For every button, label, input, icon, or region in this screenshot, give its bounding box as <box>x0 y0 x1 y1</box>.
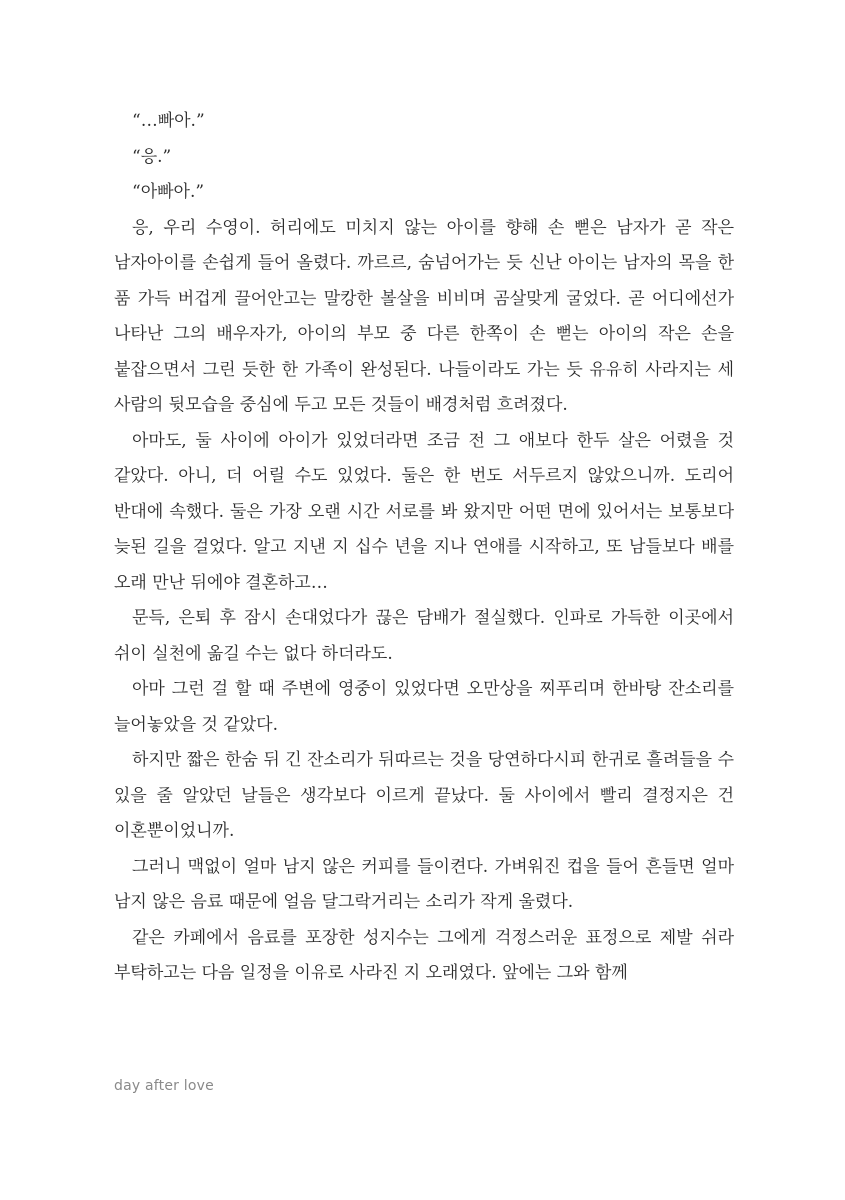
paragraph-dialog-1: “…빠아.” <box>132 111 205 131</box>
paragraph-dialog-3: “아빠아.” <box>132 182 205 202</box>
paragraph-8: 하지만 짧은 한숨 뒤 긴 잔소리가 뒤따르는 것을 당연하다시피 한귀로 흘려들을 수 있을 줄 알았던 날들은 생각보다 이르게 끝났다. 둘 사이에서 빨리 결정지은 건 이혼뿐이었니까. <box>114 750 734 841</box>
paragraph-9: 그러니 맥없이 얼마 남지 않은 커피를 들이켠다. 가벼워진 컵을 들어 흔들면 얼마 남지 않은 음료 때문에 얼음 달그락거리는 소리가 작게 울렸다. <box>114 856 734 912</box>
paragraph-4: 응, 우리 수영이. 허리에도 미치지 않는 아이를 향해 손 뻗은 남자가 곧 작은 남자아이를 손쉽게 들어 올렸다. 까르르, 숨넘어가는 듯 신난 아이는 남자의 목을 한 품 가득 버겁게 끌어안고는 말캉한 볼살을 비비며 곰살맞게 굴었다. 곧 어디에선가 나타난 그의 배우자가, 아이의 부모 중 다른 한쪽이 손 뻗는 아이의 작은 손을 붙잡으면서 그린 듯한 한 가족이 완성된다. 나들이라도 가는 듯 유유히 사라지는 세 사람의 뒷모습을 중심에 두고 모든 것들이 배경처럼 흐려졌다. <box>114 217 734 415</box>
paragraph-7: 아마 그런 걸 할 때 주변에 영중이 있었다면 오만상을 찌푸리며 한바탕 잔소리를 늘어놓았을 것 같았다. <box>114 679 734 735</box>
running-footer-title: day after love <box>114 1078 214 1094</box>
paragraph-5: 아마도, 둘 사이에 아이가 있었더라면 조금 전 그 애보다 한두 살은 어렸을 것 같았다. 아니, 더 어릴 수도 있었다. 둘은 한 번도 서두르지 않았으니까. 도리어 반대에 속했다. 둘은 가장 오랜 시간 서로를 봐 왔지만 어떤 면에 있어서는 보통보다 늦된 길을 걸었다. 알고 지낸 지 십수 년을 지나 연애를 시작하고, 또 남들보다 배를 오래 만난 뒤에야 결혼하고… <box>114 430 734 593</box>
paragraph-10: 같은 카페에서 음료를 포장한 성지수는 그에게 걱정스러운 표정으로 제발 쉬라 부탁하고는 다음 일정을 이유로 사라진 지 오래였다. 앞에는 그와 함께 <box>114 927 734 983</box>
paragraph-dialog-2: “응.” <box>132 146 172 167</box>
body-text <box>114 104 734 992</box>
paragraph-6: 문득, 은퇴 후 잠시 손대었다가 끊은 담배가 절실했다. 인파로 가득한 이곳에서 쉬이 실천에 옮길 수는 없다 하더라도. <box>114 608 734 664</box>
